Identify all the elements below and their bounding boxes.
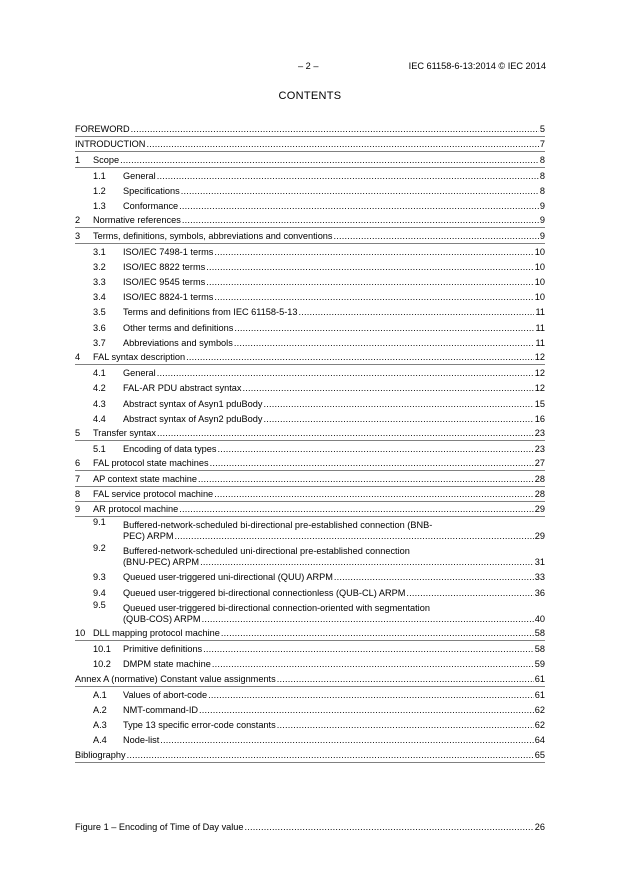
toc-entry-number: 9.1 — [93, 516, 106, 527]
toc-entry-title: DLL mapping protocol machine — [93, 628, 220, 638]
toc-entry-number: 1.3 — [93, 201, 106, 212]
toc-entry-number: 9.3 — [93, 572, 106, 583]
toc-entry-title: Type 13 specific error-code constants — [123, 720, 276, 731]
toc-entry-page: 10 — [534, 261, 545, 272]
page-number: – 2 – — [298, 61, 319, 71]
toc-entry[interactable] — [75, 411, 545, 426]
dot-leader — [206, 277, 534, 288]
dot-leader — [212, 659, 534, 670]
toc-entry-number: 3.5 — [93, 307, 106, 318]
dot-leader — [263, 399, 533, 410]
toc-entry[interactable] — [75, 122, 545, 137]
toc-entry-page: 10 — [534, 277, 545, 288]
toc-entry-page: 9 — [539, 215, 545, 226]
toc-entry[interactable] — [75, 228, 545, 243]
toc-entry-title: Bibliography — [75, 749, 126, 760]
toc-entry[interactable] — [75, 304, 545, 319]
toc-entry-page: 33 — [534, 572, 545, 583]
dot-leader — [175, 531, 534, 542]
dot-leader — [242, 383, 533, 394]
toc-entry[interactable] — [75, 335, 545, 350]
toc-entry[interactable] — [75, 259, 545, 274]
dot-leader — [245, 822, 534, 833]
dot-leader — [206, 262, 534, 273]
dot-leader — [200, 557, 534, 568]
toc-entry-number: A.3 — [93, 720, 107, 731]
toc-entry[interactable] — [75, 213, 545, 228]
dot-leader — [198, 474, 534, 485]
toc-entry-number: 8 — [75, 488, 81, 499]
toc-entry-title: Normative references — [93, 215, 181, 226]
toc-entry-title: Terms, definitions, symbols, abbreviations and conventions — [93, 230, 333, 241]
figure-entry-title[interactable]: Figure 1 – Encoding of Time of Day value — [75, 822, 244, 832]
toc-entry-title: Transfer syntax — [93, 427, 156, 438]
toc-entry[interactable] — [75, 426, 545, 441]
toc-entry[interactable] — [75, 584, 545, 599]
toc-entry[interactable] — [75, 244, 545, 259]
toc-entry-title: Buffered-network-scheduled bi-directional pre-established connection (BNB- — [123, 520, 433, 531]
toc-entry-page: 9 — [539, 230, 545, 241]
toc-entry-page: 11 — [535, 322, 545, 333]
toc-entry-title-cont: (QUB-COS) ARPM — [123, 613, 201, 624]
page-header — [0, 61, 620, 73]
toc-entry-page: 10 — [534, 246, 545, 257]
toc-entry-number: 1.2 — [93, 185, 106, 196]
toc-entry-number: 3 — [75, 230, 81, 241]
toc-entry-page: 11 — [535, 307, 545, 318]
dot-leader — [277, 674, 534, 685]
toc-entry-page: 12 — [534, 368, 545, 379]
dot-leader — [202, 614, 534, 625]
toc-entry-page: 29 — [534, 531, 545, 542]
toc-entry-number: 10.2 — [93, 659, 111, 670]
toc-entry-number: 10 — [75, 628, 86, 638]
toc-entry-title: General — [123, 368, 156, 379]
toc-entry-number: 10.1 — [93, 644, 111, 655]
toc-entry-number: A.4 — [93, 735, 107, 746]
toc-entry-number: 5 — [75, 427, 81, 438]
toc-entry-number: 5.1 — [93, 444, 106, 455]
dot-leader — [334, 231, 539, 242]
dot-leader — [157, 368, 534, 379]
toc-entry-number: 4 — [75, 352, 81, 362]
toc-entry[interactable] — [75, 274, 545, 289]
dot-leader — [157, 171, 539, 182]
toc-entry-page: 23 — [534, 427, 545, 438]
dot-leader — [186, 352, 534, 363]
toc-entry[interactable] — [75, 502, 545, 517]
dot-leader — [160, 735, 534, 746]
toc-entry-number: 3.1 — [93, 246, 106, 257]
toc-entry-page: 61 — [534, 689, 545, 700]
toc-entry-title: FOREWORD — [75, 124, 130, 135]
toc-entry[interactable] — [75, 289, 545, 304]
toc-entry-title: Abstract syntax of Asyn1 pduBody — [123, 398, 263, 409]
toc-entry[interactable] — [75, 395, 545, 410]
toc-entry[interactable] — [75, 600, 545, 626]
toc-entry[interactable] — [75, 183, 545, 198]
dot-leader — [120, 155, 539, 166]
toc-entry-page: 5 — [539, 124, 545, 135]
dot-leader — [199, 705, 534, 716]
toc-entry-title: FAL service protocol machine — [93, 488, 214, 499]
toc-entry[interactable] — [75, 641, 545, 656]
toc-entry[interactable] — [75, 626, 545, 641]
toc-entry-page: 28 — [534, 488, 545, 499]
dot-leader — [146, 139, 538, 150]
dot-leader — [157, 428, 534, 439]
toc-entry-number: 3.6 — [93, 322, 106, 333]
toc-entry[interactable] — [75, 487, 545, 502]
dot-leader — [217, 444, 533, 455]
toc-entry[interactable] — [75, 732, 545, 747]
toc-entry-page: 9 — [539, 201, 545, 212]
dot-leader — [406, 588, 533, 599]
toc-entry-page: 58 — [534, 628, 545, 638]
toc-entry-title: Abstract syntax of Asyn2 pduBody — [123, 413, 263, 424]
toc-entry-title: Queued user-triggered bi-directional connectionless (QUB-CL) ARPM — [123, 587, 406, 598]
toc-entry-number: 4.4 — [93, 413, 106, 424]
toc-entry-title: ISO/IEC 7498-1 terms — [123, 246, 214, 257]
toc-entry-page: 15 — [534, 398, 545, 409]
toc-entry-number: 9.5 — [93, 599, 106, 610]
dot-leader — [234, 338, 535, 349]
toc-entry-page: 12 — [534, 383, 545, 394]
toc-entry[interactable] — [75, 656, 545, 671]
toc-entry[interactable] — [75, 137, 545, 152]
toc-entry[interactable] — [75, 471, 545, 486]
toc-entry-number: A.1 — [93, 689, 107, 700]
toc-entry-title: Buffered-network-scheduled uni-directional pre-established connection — [123, 546, 410, 557]
toc-entry-number: A.2 — [93, 704, 107, 715]
dot-leader — [214, 247, 533, 258]
toc-entry-number: 3.7 — [93, 337, 106, 348]
toc-entry-title: Scope — [93, 154, 120, 165]
toc-entry-title: ISO/IEC 8822 terms — [123, 261, 206, 272]
dot-leader — [182, 215, 539, 226]
toc-entry[interactable] — [75, 152, 545, 167]
toc-entry-title: FAL protocol state machines — [93, 458, 209, 469]
dot-leader — [208, 690, 534, 701]
toc-entry-title-cont: (BNU-PEC) ARPM — [123, 557, 200, 568]
toc-entry-title: Values of abort-code — [123, 689, 208, 700]
dot-leader — [214, 292, 533, 303]
toc-entry-page: 10 — [534, 292, 545, 303]
toc-entry-page: 61 — [534, 673, 545, 684]
toc-entry-page: 27 — [534, 458, 545, 469]
toc-entry-number: 9 — [75, 503, 81, 514]
toc-entry-page: 65 — [534, 749, 545, 760]
toc-entry-page: 40 — [534, 613, 545, 624]
toc-entry-title: Annex A (normative) Constant value assignments — [75, 673, 276, 684]
toc-entry-title: INTRODUCTION — [75, 139, 146, 150]
list-of-figures — [75, 822, 545, 833]
dot-leader — [127, 750, 534, 761]
toc-entry-number: 2 — [75, 215, 81, 226]
toc-entry[interactable] — [75, 671, 545, 686]
toc-entry-number: 9.2 — [93, 543, 106, 554]
toc-entry-title: Encoding of data types — [123, 444, 217, 455]
toc-entry[interactable] — [75, 543, 545, 569]
toc-entry-title: Conformance — [123, 201, 179, 212]
toc-entry-page: 62 — [534, 720, 545, 731]
toc-entry-title: DMPM state machine — [123, 659, 211, 670]
dot-leader — [221, 628, 534, 639]
toc-entry-title: AR protocol machine — [93, 503, 179, 514]
toc-entry[interactable] — [75, 319, 545, 334]
dot-leader — [214, 489, 534, 500]
dot-leader — [334, 572, 534, 583]
standard-reference: IEC 61158-6-13:2014 © IEC 2014 — [408, 61, 546, 71]
toc-entry-page: 8 — [539, 185, 545, 196]
toc-entry-title: AP context state machine — [93, 473, 198, 484]
toc-entry-number: 1 — [75, 154, 81, 165]
toc-entry-page: 29 — [534, 503, 545, 514]
toc-entry-title: Queued user-triggered bi-directional connection-oriented with segmentation — [123, 602, 430, 613]
toc-entry-title: Queued user-triggered uni-directional (QUU) ARPM — [123, 572, 333, 583]
toc-entry-number: 3.2 — [93, 261, 106, 272]
toc-entry-number: 6 — [75, 458, 81, 469]
toc-entry[interactable] — [75, 380, 545, 395]
toc-entry[interactable] — [75, 350, 545, 365]
toc-entry[interactable] — [75, 747, 545, 762]
figure-entry-page: 26 — [534, 822, 545, 832]
toc-entry-number: 3.3 — [93, 277, 106, 288]
toc-entry[interactable] — [75, 198, 545, 213]
dot-leader — [263, 414, 533, 425]
toc-entry[interactable] — [75, 702, 545, 717]
toc-entry-title: ISO/IEC 8824-1 terms — [123, 292, 214, 303]
toc-entry-number: 4.3 — [93, 398, 106, 409]
toc-entry-title: Node-list — [123, 735, 160, 746]
toc-entry-page: 8 — [539, 154, 545, 165]
toc-entry-page: 31 — [534, 557, 545, 568]
toc-entry[interactable] — [75, 168, 545, 183]
table-of-contents — [75, 122, 545, 763]
toc-entry-title: Other terms and definitions — [123, 322, 234, 333]
toc-entry-page: 23 — [534, 444, 545, 455]
toc-entry-title: Abbreviations and symbols — [123, 337, 233, 348]
toc-entry-page: 8 — [539, 170, 545, 181]
toc-entry-page: 16 — [534, 413, 545, 424]
toc-entry[interactable] — [75, 717, 545, 732]
toc-entry-title: Primitive definitions — [123, 644, 203, 655]
toc-entry[interactable] — [75, 365, 545, 380]
toc-entry[interactable] — [75, 441, 545, 456]
toc-entry[interactable] — [75, 456, 545, 471]
toc-entry[interactable] — [75, 687, 545, 702]
toc-entry-number: 9.4 — [93, 587, 106, 598]
dot-leader — [179, 201, 539, 212]
toc-entry-page: 64 — [534, 735, 545, 746]
toc-entry-page: 58 — [534, 644, 545, 655]
toc-entry-number: 3.4 — [93, 292, 106, 303]
toc-entry-page: 28 — [534, 473, 545, 484]
toc-entry-number: 1.1 — [93, 170, 106, 181]
toc-entry-title: Terms and definitions from IEC 61158-5-13 — [123, 307, 298, 318]
toc-entry-number: 4.1 — [93, 368, 106, 379]
dot-leader — [234, 323, 534, 334]
dot-leader — [277, 720, 534, 731]
toc-entry-page: 62 — [534, 704, 545, 715]
page-title: CONTENTS — [278, 90, 342, 102]
toc-entry-title: FAL-AR PDU abstract syntax — [123, 383, 242, 394]
toc-entry-title: NMT-command-ID — [123, 704, 199, 715]
dot-leader — [298, 307, 534, 318]
toc-entry-title-cont: PEC) ARPM — [123, 531, 174, 542]
toc-entry-page: 36 — [534, 587, 545, 598]
dot-leader — [210, 458, 534, 469]
toc-entry[interactable] — [75, 517, 545, 543]
toc-entry-title: FAL syntax description — [93, 352, 186, 362]
toc-entry-title: ISO/IEC 9545 terms — [123, 277, 206, 288]
toc-entry-number: 7 — [75, 473, 81, 484]
toc-entry-page: 59 — [534, 659, 545, 670]
dot-leader — [181, 186, 539, 197]
dot-leader — [179, 504, 533, 515]
dot-leader — [203, 644, 534, 655]
toc-entry[interactable] — [75, 569, 545, 584]
dot-leader — [131, 124, 539, 135]
toc-entry-page: 12 — [534, 352, 545, 362]
toc-entry-title: General — [123, 170, 156, 181]
toc-entry-number: 4.2 — [93, 383, 106, 394]
toc-entry-page: 11 — [535, 337, 545, 348]
toc-entry-page: 7 — [539, 139, 545, 150]
toc-entry-title: Specifications — [123, 185, 180, 196]
